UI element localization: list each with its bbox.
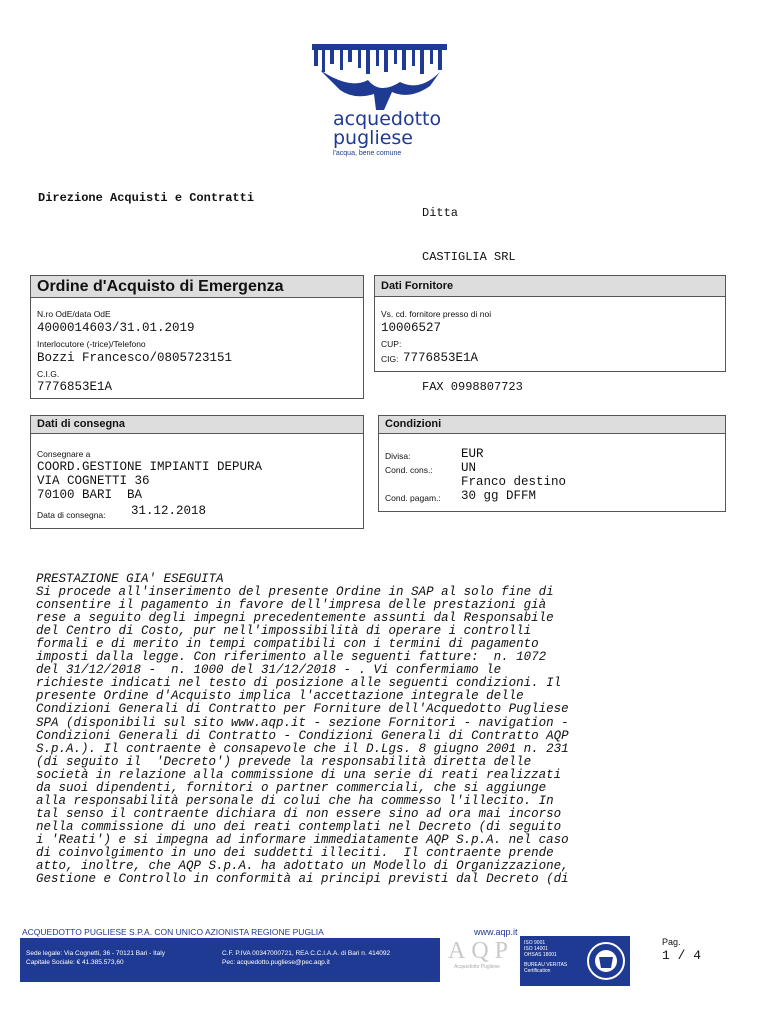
footer-fiscal-2: Pec: acquedotto.pugliese@pec.aqp.it [222,959,330,966]
delivery-cond-value: UN [461,461,477,475]
body-line: Condizioni Generali di Contratto per Forniture dell'Acquedotto Pugliese [36,702,569,717]
footer-website[interactable]: www.aqp.it [474,927,518,937]
body-line: da suoi dipendenti, fornitori o partner commerciali, che si aggiunge [36,780,547,795]
body-line: SPA (disponibili sul sito www.aqp.it - sezione Fornitori - navigation - [36,715,569,730]
logo-name-line1: acquedotto [333,108,442,130]
supplier-cig-value: 7776853E1A [403,351,479,365]
body-line: Gestione e Controllo in conformità ai principi previsti dal Decreto (di [36,872,569,887]
body-line: di coinvolgimento in uno dei suddetti illeciti. Il contraente prende [36,845,554,860]
delivery-line: VIA COGNETTI 36 [37,474,150,488]
aqp-mark [448,938,515,982]
conditions-box-title: Condizioni [379,416,725,434]
body-line: S.p.A.). Il contraente è consapevole che il D.Lgs. 8 giugno 2001 n. 231 [36,741,569,756]
delivery-line: COORD.GESTIONE IMPIANTI DEPURA [37,460,263,474]
footer-address-1: Sede legale: Via Cognetti, 36 - 70121 Bari - Italy [26,950,165,957]
cup-label: CUP: [381,339,402,349]
footer-band [20,938,440,982]
order-number-value: 4000014603/31.01.2019 [37,321,195,335]
supplier-code-label: Vs. cd. fornitore presso di noi [381,309,492,319]
body-line: Condizioni Generali di Contratto - Condizioni Generali di Contratto AQP [36,728,569,743]
supplier-cig-label: CIG: [381,354,399,364]
logo-tagline: l'acqua, bene comune [333,150,402,157]
body-line: rese a seguito degli impegni precedentemente assunti dal Responsabile [36,611,554,626]
delivery-cond-label: Cond. cons.: [385,465,433,475]
supplier-code-value: 10006527 [381,321,442,335]
body-line: tal senso il contraente dichiara di non essere sino ad ora mai incorso [36,806,562,821]
body-line: alla responsabilità personale di colui che ha commesso l'illecito. In [36,793,554,808]
body-line: Si procede all'inserimento del presente Ordine in SAP al solo fine di [36,585,554,600]
body-line: consentire il pagamento in favore dell'impresa delle prestazioni già [36,598,547,613]
currency-value: EUR [461,447,484,461]
delivery-line: 70100 BARI BA [37,488,143,502]
cert-bv: BUREAU VERITAS Certification [524,962,568,974]
contact-label: Interlocutore (-trice)/Telefono [37,339,146,349]
order-number-label: N.ro OdE/data OdE [37,309,111,319]
footer-company: ACQUEDOTTO PUGLIESE S.P.A. CON UNICO AZIONISTA REGIONE PUGLIA [22,927,324,937]
supplier-box [374,275,726,372]
certification-badge [520,936,630,986]
body-line: imposti dalla legge. Con riferimento alle seguenti fatture: n. 1072 [36,650,547,665]
footer-fiscal-1: C.F. P.IVA 00347000721, REA C.C.I.A.A. di Bari n. 414092 [222,950,391,957]
payment-cond-label: Cond. pagam.: [385,493,441,503]
supplier-line: FAX 0998807723 [422,380,523,394]
body-line: richieste indicati nel testo di posizione alle seguenti condizioni. Il [36,676,562,691]
body-line: i 'Reati') e si impegna ad informare immediatamente AQP S.p.A. nel caso [36,832,569,847]
delivery-box-title: Dati di consegna [31,416,363,434]
cig-label: C.I.G. [37,369,60,379]
bureau-veritas-seal-icon [586,940,626,982]
supplier-box-title: Dati Fornitore [375,276,725,297]
delivery-date-value: 31.12.2018 [131,504,207,518]
aqp-sub: Acquedotto Pugliese [454,964,500,970]
cig-value: 7776853E1A [37,380,113,394]
conditions-box [378,415,726,512]
delivery-date-label: Data di consegna: [37,510,106,520]
body-line: del Centro di Costo, pur nell'impossibilità di operare i controlli [36,624,532,639]
page-number: 1 / 4 [662,948,702,963]
body-line: del 31/12/2018 - n. 1000 del 31/12/2018 - . Vi confermiamo le [36,663,502,678]
body-line: presente Ordine d'Acquisto implica l'accettazione integrale delle [36,689,524,704]
order-box-title: Ordine d'Acquisto di Emergenza [31,276,363,298]
logo-text [333,110,441,148]
body-line: formali e di merito in tempi compatibili con i termini di pagamento [36,637,539,652]
supplier-line: Ditta [422,206,459,220]
logo-name-line2: pugliese [333,127,413,149]
footer-address-2: Capitale Sociale: € 41.385.573,60 [26,959,124,966]
supplier-line: CASTIGLIA SRL [422,249,516,264]
delivery-cond-value2: Franco destino [461,475,567,489]
body-line: atto, inoltre, che AQP S.p.A. ha adottato un Modello di Organizzazione, [36,859,569,874]
order-body-text [36,573,726,886]
deliver-to-label: Consegnare a [37,449,91,459]
delivery-box [30,415,364,529]
page-label: Pag. [662,937,681,947]
aqp-letters: AQP [448,938,515,964]
body-line: nella commissione di uno dei reati contemplati nel Decreto (di seguito [36,819,562,834]
payment-cond-value: 30 gg DFFM [461,489,537,503]
body-line: società in relazione alla commissione di una serie di reati realizzati [36,767,562,782]
contact-value: Bozzi Francesco/0805723151 [37,351,233,365]
cert-iso: ISO 9001 ISO 14001 OHSAS 18001 [524,940,557,958]
body-line: (di seguito il 'Decreto') prevede la responsabilità diretta delle [36,754,532,769]
body-line: PRESTAZIONE GIA' ESEGUITA [36,572,224,586]
department-title: Direzione Acquisti e Contratti [38,191,255,205]
currency-label: Divisa: [385,451,411,461]
order-box [30,275,364,399]
